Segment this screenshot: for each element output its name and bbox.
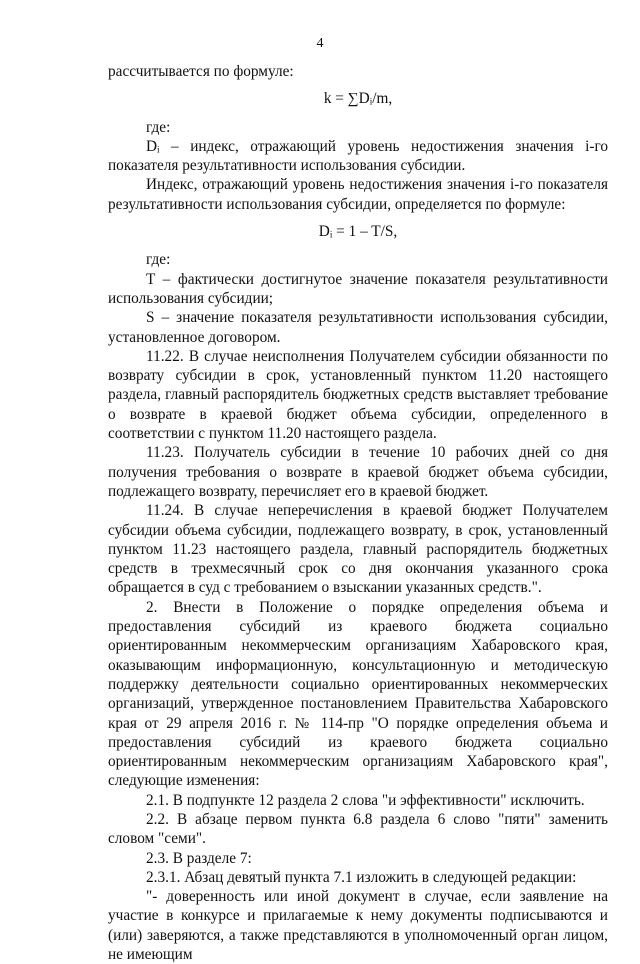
paragraph: рассчитывается по формуле: [108,63,294,80]
paragraph: 2.2. В абзаце первом пункта 6.8 раздела 6 слово "пяти" заменить словом "семи". [108,810,608,848]
paragraph: 11.23. Получатель субсидии в течение 10 рабочих дней со дня получения требования о возврате в краевой бюджет объема субсидии, подлежащего возврату, перечисляет его в краевой бюджет. [108,444,608,500]
page-number: 4 [316,36,324,51]
paragraph: 2.1. В подпункте 12 раздела 2 слова "и эффективности" исключить. [146,791,585,809]
document-body [108,62,608,964]
formula: k = ∑Dᵢ/m, [323,90,393,108]
paragraph: "- доверенность или иной документ в случае, если заявление на участие в конкурсе и прилагаемые к нему документы подписываются и (или) заверяются, а также представляются в уполномоченный орган лицом, не имеющим [108,888,608,964]
paragraph: 2.3.1. Абзац девятый пункта 7.1 изложить в следующей редакции: [146,868,577,886]
paragraph: 11.22. В случае неисполнения Получателем субсидии обязанности по возврату субсидии в срок, установленный пунктом 11.20 настоящего раздела, главный распорядитель бюджетных средств выставляет требование о возврате в краевой бюджет объема субсидии, определенного в соответствии с пунктом 11.20 настоящего раздела. [108,347,608,443]
paragraph: 11.24. В случае неперечисления в краевой бюджет Получателем субсидии объема субсидии, подлежащего возврату, в срок, установленный пунктом 11.23 настоящего раздела, главный распорядитель бюджетных средств в трехмесячный срок со дня окончания указанного срока обращается в суд с требованием о взыскании указанных средств.". [108,502,608,597]
formula: Dᵢ = 1 – T/S, [318,223,398,241]
paragraph: Dᵢ – индекс, отражающий уровень недостижения значения i-го показателя результативности использования субсидии. [108,137,608,175]
paragraph: Индекс, отражающий уровень недостижения значения i-го показателя результативности использования субсидии, определяется по формуле: [108,176,608,213]
paragraph: S – значение показателя результативности использования субсидии, установленное договором. [108,309,608,346]
paragraph: T – фактически достигнутое значение показателя результативности использования субсидии; [108,270,608,307]
paragraph: 2. Внести в Положение о порядке определения объема и предоставления субсидий из краевого бюджета социально ориентированным некоммерческим организациям Хабаровского края, оказывающим информационную, консультационную и методическую поддержку деятельности социально ориентированных некоммерческих организаций, утвержденное постановлением Правительства Хабаровского края от 29 апреля 2016 г. № 114-пр "О порядке определения объема и предоставления субсидий из краевого бюджета социально ориентированным некоммерческим организациям Хабаровского края", следующие изменения: [108,598,608,790]
paragraph: 2.3. В разделе 7: [146,849,252,867]
paragraph: где: [146,251,171,269]
paragraph: где: [146,118,171,136]
